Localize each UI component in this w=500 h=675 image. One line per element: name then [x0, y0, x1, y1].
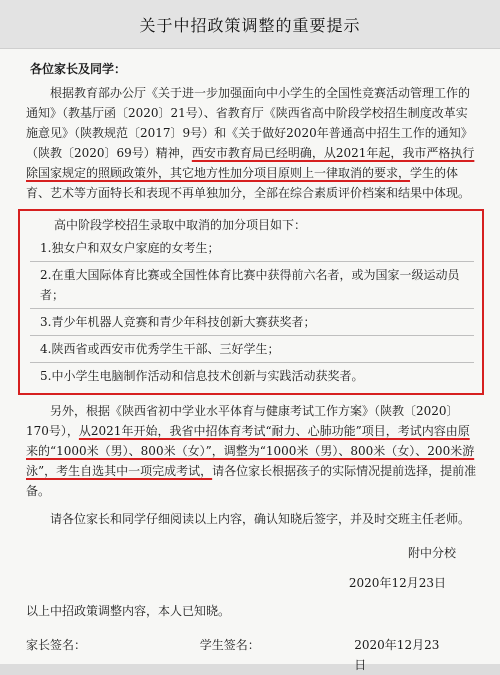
issue-date: 2020年12月23日 [348, 576, 446, 590]
signature-date: 2020年12月23日 [354, 638, 440, 672]
policy-detail-text: 学生的体育、艺术等方面特长和表现不再单独加分，全部在综合素质评价档案和结果中体现。 [26, 166, 471, 200]
pe-exam-paragraph [26, 401, 478, 501]
title-bar [0, 0, 500, 49]
signature-row [26, 635, 478, 675]
pe-exam-basis-text: 另外，根据《陕西省初中学业水平体育与健康考试工作方案》（陕教〔2020〕170号）， [26, 404, 459, 438]
pe-exam-advice-text: 请各位家长根据孩子的实际情况提前选择，提前准备。 [26, 464, 477, 498]
policy-highlight: 西安市教育局已经明确，从2021年起，我市严格执行除国家规定的照顾政策外，其它地方性加分项目原则上一律取消的要求， [26, 146, 475, 180]
parent-signature-label: 家长签名： [26, 638, 87, 652]
issuer-name: 附中分校 [407, 546, 456, 560]
cancelled-bonus-item: 1.独女户和双女户家庭的女考生； [30, 235, 474, 262]
signature-instruction: 请各位家长和同学仔细阅读以上内容，确认知晓后签字，并及时交班主任老师。 [50, 512, 471, 526]
cancelled-bonus-item: 2.在重大国际体育比赛或全国性体育比赛中获得前六名者，或为国家一级运动员者； [30, 262, 474, 309]
cancelled-bonus-item: 4.陕西省或西安市优秀学生干部、三好学生； [30, 336, 474, 363]
notice-body [0, 49, 500, 675]
policy-paragraph [26, 83, 478, 203]
cancelled-bonus-item: 5.中小学生电脑制作活动和信息技术创新与实践活动获奖者。 [40, 369, 364, 383]
policy-basis-text: 根据教育部办公厅《关于进一步加强面向中小学生的全国性竞赛活动管理工作的通知》（教基厅函〔2020〕21号）、省教育厅《陕西省高中阶段学校招生制度改革实施意见》（陕教规范〔2017〕9号）和《关于做好2020年普通高中招生工作的通知》（陕教〔2020〕69号）精神， [26, 86, 473, 160]
cancelled-bonus-item: 3.青少年机器人竞赛和青少年科技创新大赛获奖者； [30, 309, 474, 336]
cancelled-bonus-heading: 高中阶段学校招生录取中取消的加分项目如下： [54, 218, 307, 232]
acknowledgement-text: 以上中招政策调整内容，本人已知晓。 [26, 604, 231, 618]
greeting: 各位家长及同学： [30, 62, 127, 76]
cancelled-bonus-box [18, 209, 484, 395]
student-signature-label: 学生签名： [199, 638, 260, 652]
pe-exam-highlight: 从2021年开始，我省中招体育考试“耐力、心肺功能”项目，考试内容由原来的“1000米（男）、800米（女）”，调整为“1000米（男）、800米（女）、200米游泳”，考生自选其中一项完成考试， [26, 424, 475, 478]
page-title: 关于中招政策调整的重要提示 [139, 15, 361, 35]
